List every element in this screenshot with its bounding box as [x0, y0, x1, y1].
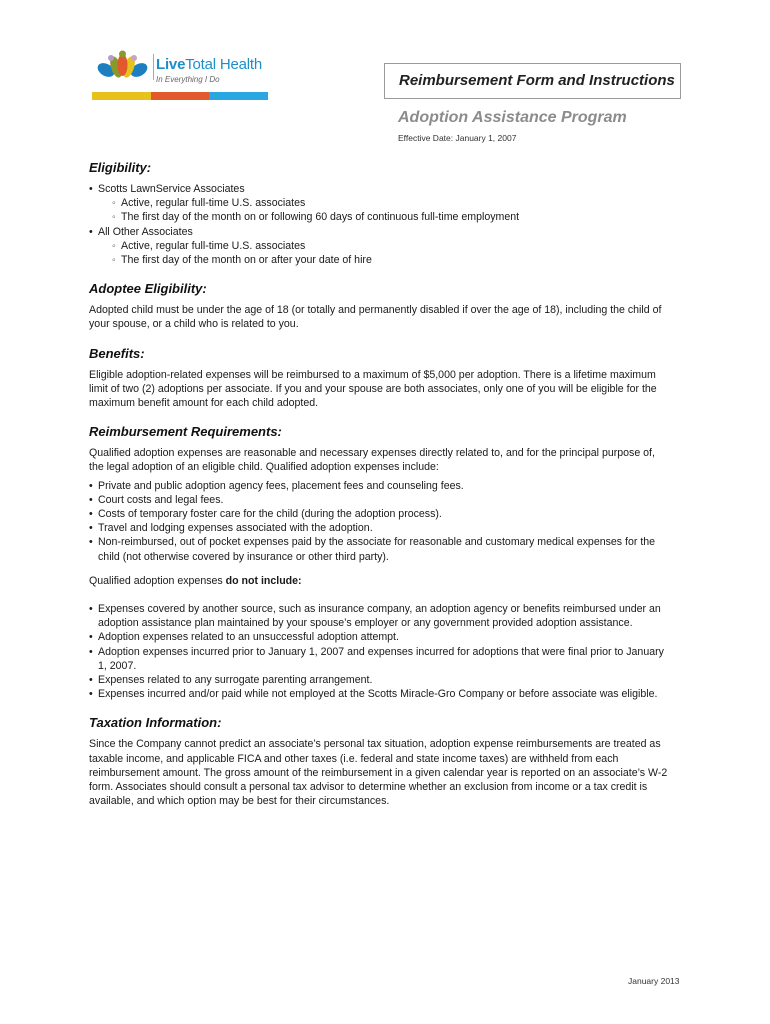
list-item: • Expenses covered by another source, such as insurance company, an adoption agency or benefits reimbursed under an adoption assistance plan maintained by your spouse’s employer or any government provided adoption assistance. [89, 602, 669, 630]
eligibility-heading: Eligibility: [89, 160, 152, 175]
brand-color-bar [92, 92, 268, 100]
list-item: ◦ The first day of the month on or following 60 days of continuous full-time employment [89, 210, 669, 224]
excluded-expenses-list [89, 602, 669, 701]
brand-tagline: In Everything I Do [156, 75, 220, 84]
color-bar-blue [209, 92, 268, 100]
eligibility-list [89, 225, 669, 239]
footer-date: January 2013 [628, 976, 680, 986]
list-item: • Private and public adoption agency fees, placement fees and counseling fees. [89, 479, 669, 493]
color-bar-yellow [92, 92, 151, 100]
eligibility-sublist [89, 196, 669, 224]
reimbursement-requirements-heading: Reimbursement Requirements: [89, 424, 282, 440]
list-item: ◦ Active, regular full-time U.S. associates [89, 196, 669, 210]
eligibility-list [89, 182, 669, 196]
included-expenses-list [89, 479, 669, 564]
list-item: ◦ Active, regular full-time U.S. associates [89, 239, 669, 253]
benefits-text: Eligible adoption-related expenses will be reimbursed to a maximum of $5,000 per adoption. There is a lifetime maximum limit of two (2) adoptions per associate. If you and your spouse are both associates, only one of you will be eligible for the maximum benefit amount for each child adopted. [89, 368, 657, 410]
requirements-intro: Qualified adoption expenses are reasonable and necessary expenses directly related to, and for the principal purpose of, the legal adoption of an eligible child. Qualified adoption expenses include: [89, 447, 655, 474]
list-item: • Expenses related to any surrogate parenting arrangement. [89, 673, 669, 687]
list-item: • Expenses incurred and/or paid while not employed at the Scotts Miracle-Gro Company or before associate was eligible. [89, 687, 669, 701]
brand-block [156, 57, 262, 85]
eligibility-group: • Scotts LawnService Associates [89, 182, 669, 196]
list-item: • Court costs and legal fees. [89, 493, 669, 507]
brand-name: LiveTotal Health [156, 56, 263, 73]
list-item: • Travel and lodging expenses associated with the adoption. [89, 521, 669, 535]
program-title: Adoption Assistance Program [398, 109, 627, 126]
form-title: Reimbursement Form and Instructions [399, 72, 675, 89]
list-item: • Adoption expenses related to an unsuccessful adoption attempt. [89, 630, 669, 644]
form-title-box [384, 63, 681, 99]
list-item: • Non-reimbursed, out of pocket expenses paid by the associate for reasonable and customary medical expenses for the child (not otherwise covered by insurance or other third party). [89, 535, 669, 563]
taxation-text: Since the Company cannot predict an associate’s personal tax situation, adoption expense reimbursements are treated as taxable income, and applicable FICA and other taxes (i.e. federal and state income taxes) are withheld from each reimbursement amount. The gross amount of the reimbursement in a given calendar year is reported on an associate’s W-2 form. Associates should consult a personal tax advisor to determine whether an exclusion from income or a tax credit is available, and which option may be best for their circumstances. [89, 738, 668, 808]
benefits-heading: Benefits: [89, 345, 145, 361]
taxation-information-heading: Taxation Information: [89, 715, 222, 731]
effective-date: Effective Date: January 1, 2007 [398, 133, 517, 143]
list-item: • Adoption expenses incurred prior to January 1, 2007 and expenses incurred for adoptions that were final prior to January 1, 2007. [89, 645, 669, 673]
list-item: • Costs of temporary foster care for the child (during the adoption process). [89, 507, 669, 521]
eligibility-sublist [89, 239, 669, 267]
adoptee-eligibility-text: Adopted child must be under the age of 18 (or totally and permanently disabled if over the age of 18), including the child of your spouse, or a child who is related to you. [89, 304, 662, 331]
adoptee-eligibility-heading: Adoptee Eligibility: [89, 281, 207, 297]
color-bar-orange [151, 92, 210, 100]
eligibility-group: • All Other Associates [89, 225, 669, 239]
list-item: ◦ The first day of the month on or after your date of hire [89, 253, 669, 267]
excluded-expenses-intro: Qualified adoption expenses do not include: [89, 574, 302, 587]
document-body [89, 160, 669, 809]
